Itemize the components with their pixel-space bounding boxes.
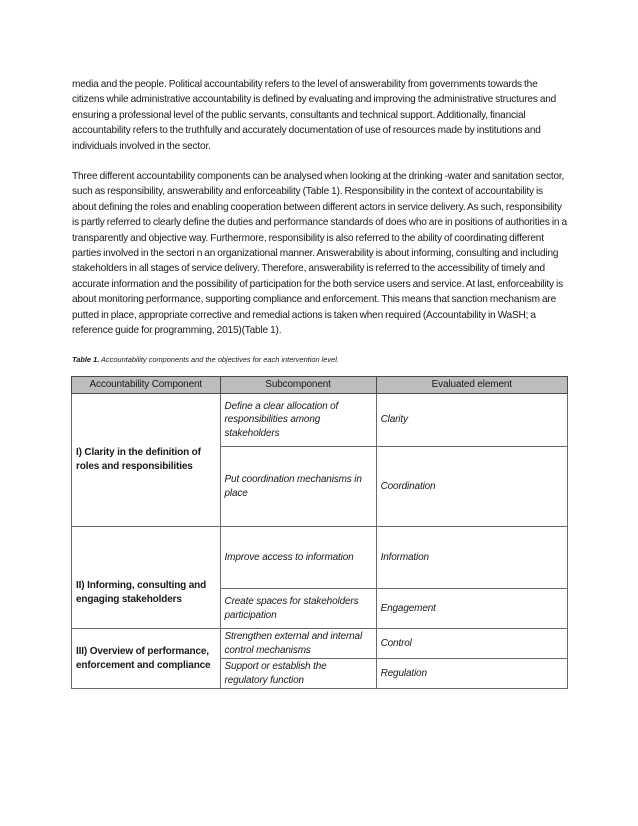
table-row xyxy=(72,394,568,447)
evaluated-element-cell: Information xyxy=(376,527,567,589)
table-row xyxy=(72,629,568,659)
table-caption xyxy=(72,355,339,364)
table-header-row xyxy=(72,377,568,394)
evaluated-element-cell: Coordination xyxy=(376,447,567,527)
table-caption-text: Accountability components and the objectives for each intervention level. xyxy=(99,355,339,364)
table-row xyxy=(72,527,568,589)
subcomponent-cell: Define a clear allocation of responsibilities among stakeholders xyxy=(220,394,376,447)
evaluated-element-cell: Control xyxy=(376,629,567,659)
evaluated-element-cell: Regulation xyxy=(376,659,567,689)
header-subcomponent: Subcomponent xyxy=(220,377,376,394)
accountability-table xyxy=(71,376,568,689)
table-caption-label: Table 1. xyxy=(72,355,100,364)
header-accountability-component: Accountability Component xyxy=(72,377,221,394)
component-cell: I) Clarity in the definition of roles and responsibilities xyxy=(72,394,221,527)
subcomponent-cell: Support or establish the regulatory function xyxy=(220,659,376,689)
evaluated-element-cell: Clarity xyxy=(376,394,567,447)
evaluated-element-cell: Engagement xyxy=(376,589,567,629)
body-paragraph-1: media and the people. Political accountability refers to the level of answerability from governments towards the citizens while administrative accountability is defined by evaluating and improving the administrative structures and ensuring a professional level of the public servants, consultants and technical support. Additionally, financial accountability refers to the truthfully and accurately documentation of use of resources made by institutions and individuals involved in the sector. xyxy=(72,79,557,152)
subcomponent-cell: Create spaces for stakeholders participation xyxy=(220,589,376,629)
subcomponent-cell: Improve access to information xyxy=(220,527,376,589)
subcomponent-cell: Strengthen external and internal control mechanisms xyxy=(220,629,376,659)
component-cell: II) Informing, consulting and engaging stakeholders xyxy=(72,527,221,629)
body-paragraph-2: Three different accountability components can be analysed when looking at the drinking -water and sanitation sector, such as responsibility, answerability and enforceability (Table 1). Responsibility in the context of accountability is about defining the roles and enabling cooperation between different actors in service delivery. As such, responsibility is partly referred to clearly define the duties and performance standards of does who are in positions of authorities in a transparently and objective way. Furthermore, responsibility is also referred to the ability of coordinating different parties involved in the sectori n an organizational manner. Answerability is about informing, consulting and including stakeholders in all stages of service delivery. Therefore, answerability is referred to the accessibility of timely and accurate information and the possibility of participation for the both service users and service. At last, enforceability is about monitoring performance, supporting compliance and enforcement. This means that sanction mechanism are putted in place, appropriate corrective and remedial actions is taken when required (Accountability in WaSH; a reference guide for programming, 2015)(Table 1). xyxy=(72,171,567,337)
subcomponent-cell: Put coordination mechanisms in place xyxy=(220,447,376,527)
header-evaluated-element: Evaluated element xyxy=(376,377,567,394)
component-cell: III) Overview of performance, enforcement and compliance xyxy=(72,629,221,689)
